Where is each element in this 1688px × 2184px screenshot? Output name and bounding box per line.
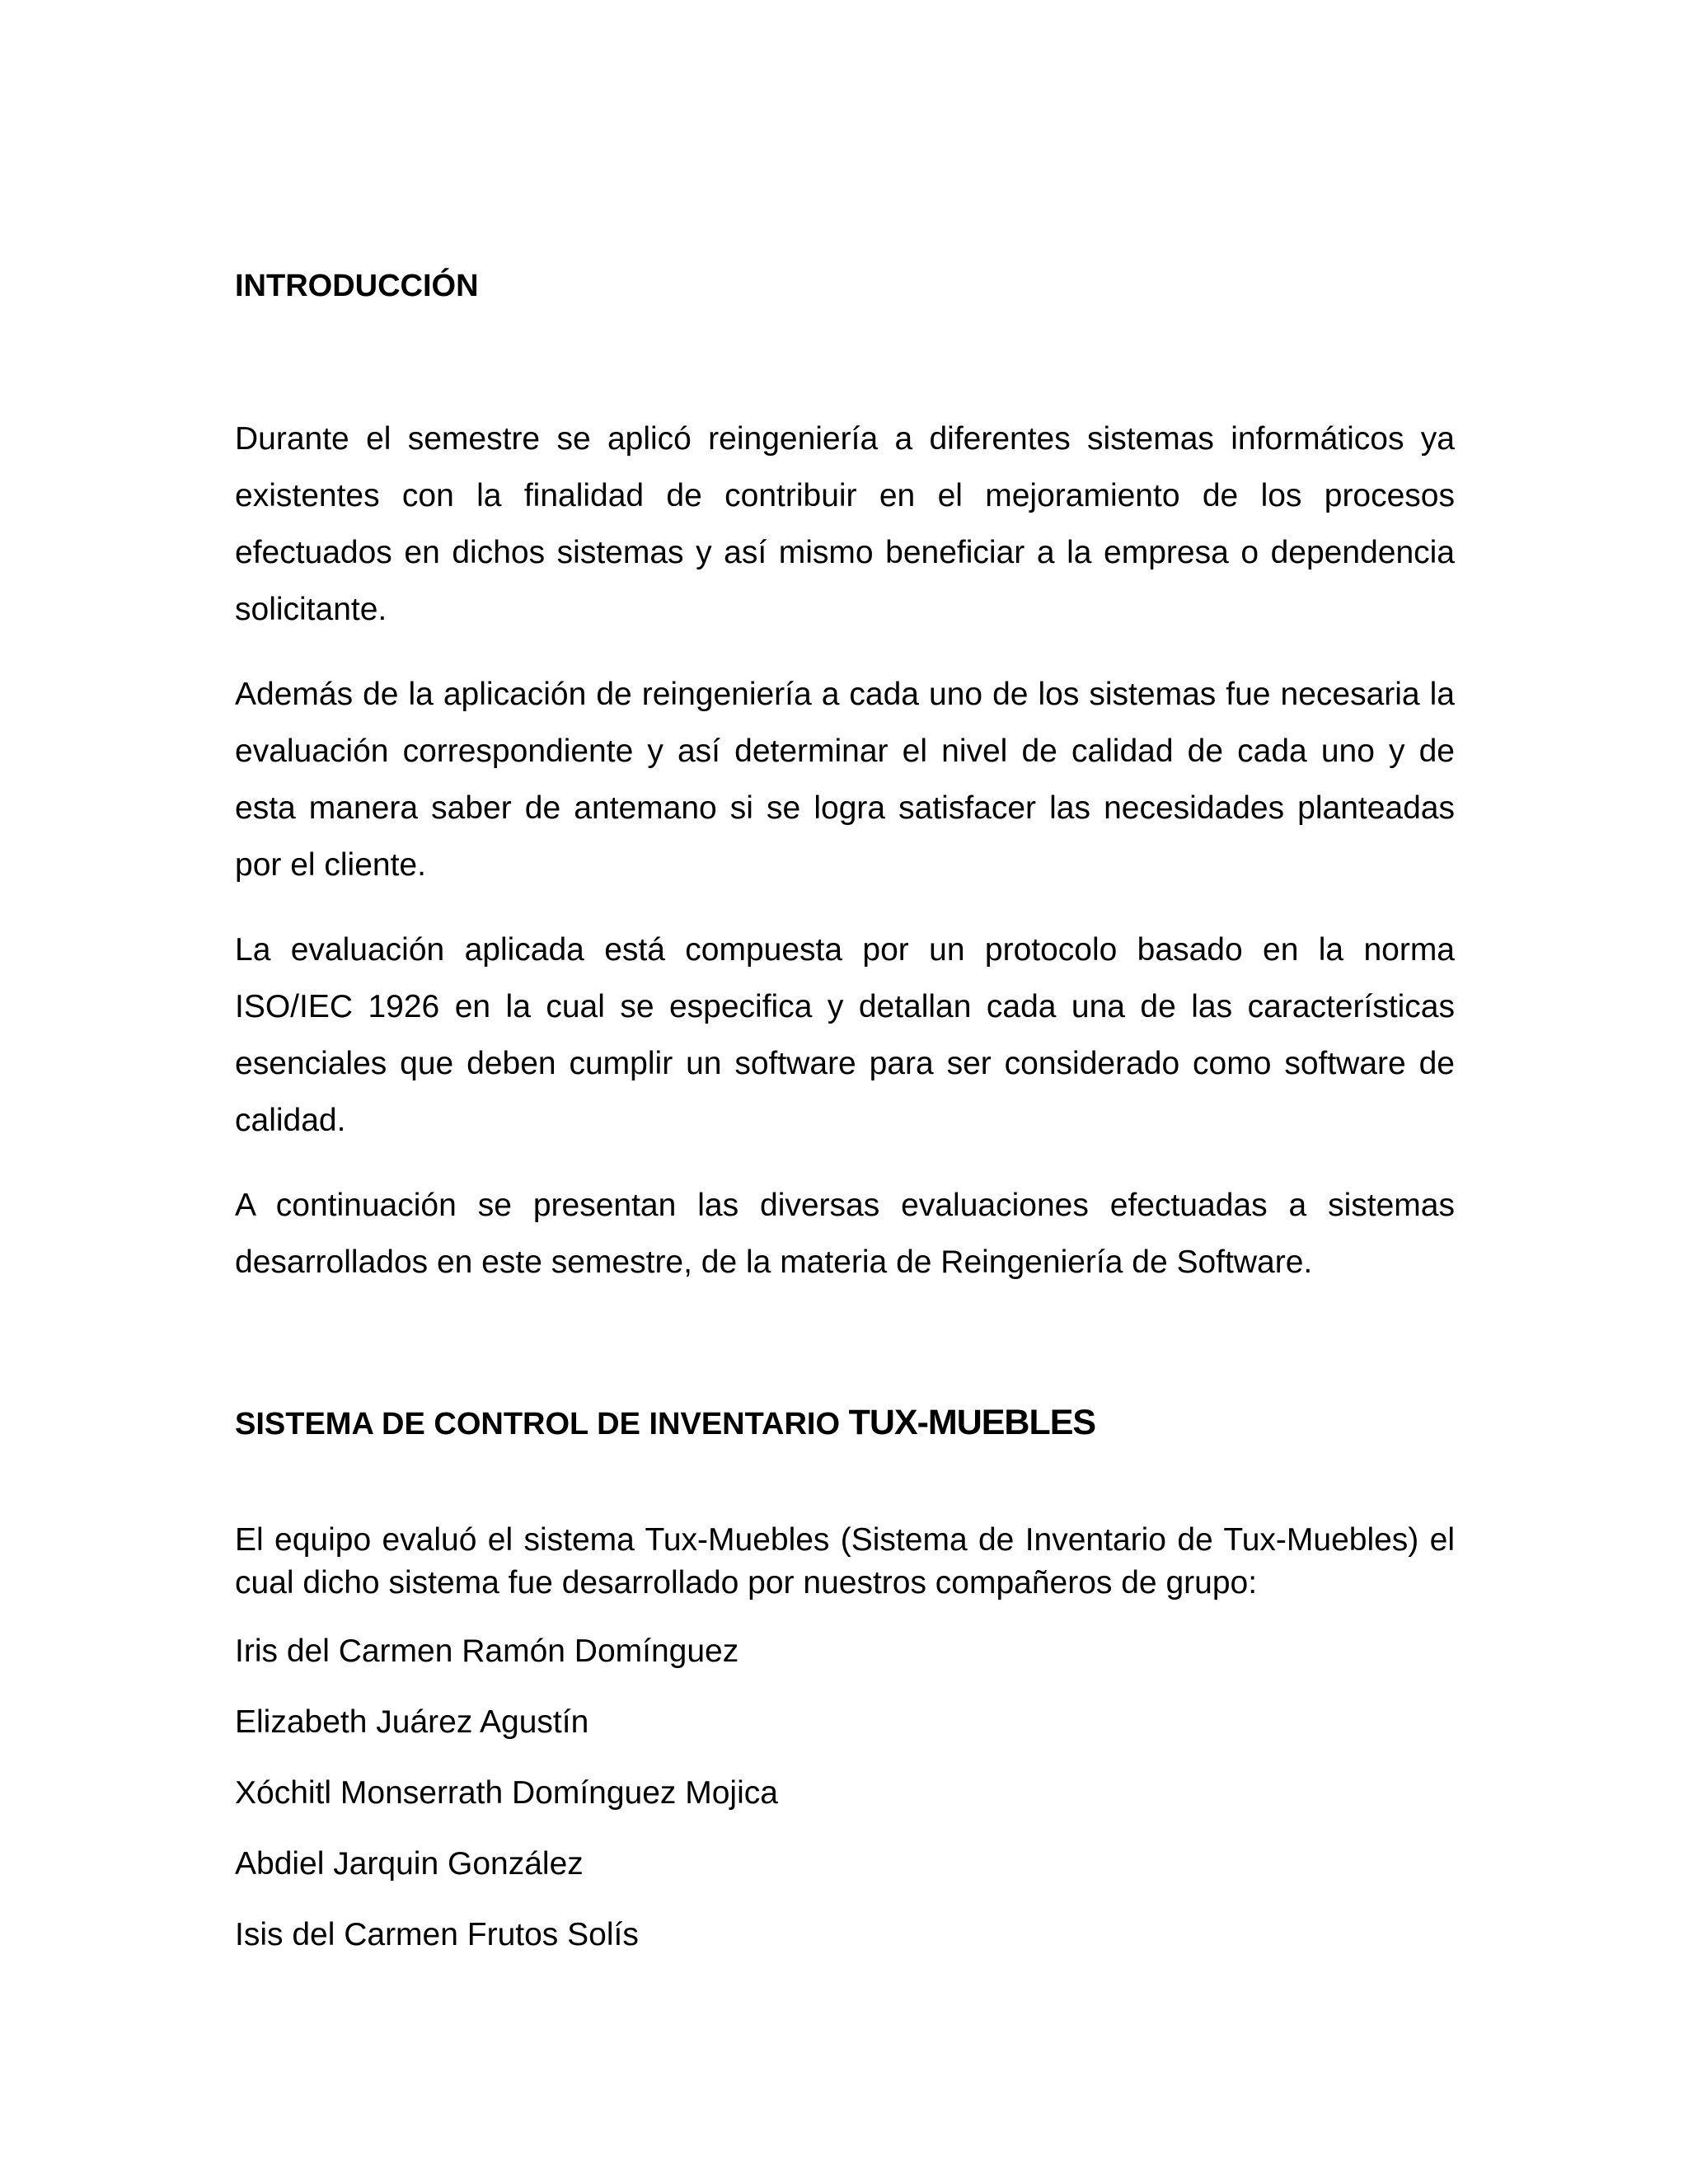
team-member-item: Elizabeth Juárez Agustín	[235, 1704, 589, 1740]
system-heading-brand: TUX-MUEBLES	[848, 1403, 1096, 1442]
system-section-heading	[235, 1404, 1095, 1442]
team-member-item: Isis del Carmen Frutos Solís	[235, 1917, 639, 1952]
team-member-item: Abdiel Jarquin González	[235, 1846, 584, 1882]
system-description: El equipo evaluó el sistema Tux-Muebles (Sistema de Inventario de Tux-Muebles) el cual dicho sistema fue desarrollado por nuestros compañeros de grupo:	[235, 1522, 1455, 1601]
team-member-item: Xóchitl Monserrath Domínguez Mojica	[235, 1775, 778, 1811]
intro-heading: INTRODUCCIÓN	[235, 269, 479, 303]
team-member-item: Iris del Carmen Ramón Domínguez	[235, 1633, 739, 1669]
intro-paragraph-3: La evaluación aplicada está compuesta por un protocolo basado en la norma ISO/IEC 1926 en la cual se especifica y detallan cada una de las características esenciales que deben cumplir un software para ser considerado como software de calidad.	[235, 932, 1455, 1138]
intro-paragraph-1: Durante el semestre se aplicó reingeniería a diferentes sistemas informáticos ya existentes con la finalidad de contribuir en el mejoramiento de los procesos efectuados en dichos sistemas y así mismo beneficiar a la empresa o dependencia solicitante.	[235, 421, 1455, 627]
intro-paragraph-4: A continuación se presentan las diversas evaluaciones efectuadas a sistemas desarrollados en este semestre, de la materia de Reingeniería de Software.	[235, 1188, 1455, 1280]
intro-paragraph-2: Además de la aplicación de reingeniería a cada uno de los sistemas fue necesaria la evaluación correspondiente y así determinar el nivel de calidad de cada uno y de esta manera saber de antemano si se logra satisfacer las necesidades planteadas por el cliente.	[235, 677, 1455, 883]
system-heading-prefix: SISTEMA DE CONTROL DE INVENTARIO	[235, 1407, 849, 1441]
